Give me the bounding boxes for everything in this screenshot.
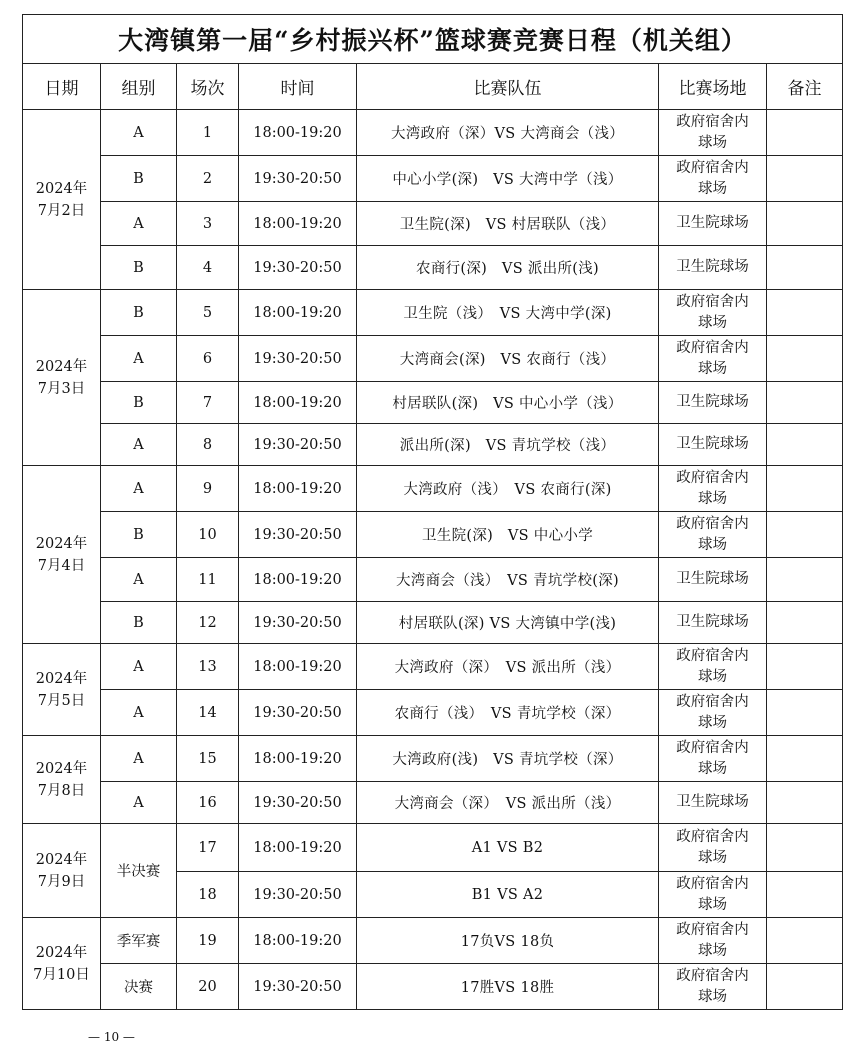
venue-cell: 政府宿舍内 球场 [659,736,767,782]
date-cell: 2024年 7月4日 [23,466,101,644]
group-cell: B [101,382,177,424]
match-no-cell: 6 [177,336,239,382]
venue-cell: 政府宿舍内 球场 [659,824,767,872]
group-cell: B [101,246,177,290]
teams-cell: 大湾政府（深） VS 派出所（浅） [357,644,659,690]
table-row [23,964,843,1010]
time-cell: 19:30-20:50 [239,336,357,382]
remarks-cell [767,736,843,782]
teams-cell: 卫生院(深) VS 中心小学 [357,512,659,558]
date-cell: 2024年 7月5日 [23,644,101,736]
schedule-table [22,14,843,1010]
table-row [23,644,843,690]
match-no-cell: 12 [177,602,239,644]
time-cell: 18:00-19:20 [239,824,357,872]
table-row [23,110,843,156]
remarks-cell [767,110,843,156]
venue-cell: 卫生院球场 [659,602,767,644]
date-cell: 2024年 7月10日 [23,918,101,1010]
table-row [23,736,843,782]
match-no-cell: 19 [177,918,239,964]
teams-cell: 17胜VS 18胜 [357,964,659,1010]
venue-cell: 政府宿舍内 球场 [659,690,767,736]
time-cell: 19:30-20:50 [239,424,357,466]
time-cell: 18:00-19:20 [239,466,357,512]
match-no-cell: 20 [177,964,239,1010]
teams-cell: 农商行（浅） VS 青坑学校（深） [357,690,659,736]
venue-cell: 卫生院球场 [659,382,767,424]
match-no-cell: 9 [177,466,239,512]
match-no-cell: 2 [177,156,239,202]
remarks-cell [767,782,843,824]
venue-cell: 政府宿舍内 球场 [659,110,767,156]
teams-cell: 大湾政府（浅） VS 农商行(深) [357,466,659,512]
match-no-cell: 17 [177,824,239,872]
table-row [23,424,843,466]
match-no-cell: 16 [177,782,239,824]
group-cell: A [101,736,177,782]
teams-cell: 卫生院(深) VS 村居联队（浅） [357,202,659,246]
remarks-cell [767,424,843,466]
venue-cell: 卫生院球场 [659,202,767,246]
match-no-cell: 10 [177,512,239,558]
remarks-cell [767,336,843,382]
remarks-cell [767,246,843,290]
group-cell: A [101,644,177,690]
time-cell: 18:00-19:20 [239,290,357,336]
venue-cell: 政府宿舍内 球场 [659,336,767,382]
table-row [23,558,843,602]
venue-cell: 政府宿舍内 球场 [659,872,767,918]
group-cell: 半决赛 [101,824,177,918]
remarks-cell [767,824,843,872]
table-row [23,782,843,824]
venue-cell: 政府宿舍内 球场 [659,156,767,202]
time-cell: 19:30-20:50 [239,156,357,202]
teams-cell: 派出所(深) VS 青坑学校（浅） [357,424,659,466]
venue-cell: 卫生院球场 [659,424,767,466]
table-row [23,336,843,382]
teams-cell: 大湾商会（浅） VS 青坑学校(深) [357,558,659,602]
group-cell: B [101,290,177,336]
group-cell: B [101,602,177,644]
time-cell: 18:00-19:20 [239,558,357,602]
time-cell: 19:30-20:50 [239,872,357,918]
time-cell: 18:00-19:20 [239,644,357,690]
table-row [23,466,843,512]
match-no-cell: 7 [177,382,239,424]
page-number: — 10 — [88,1030,135,1044]
remarks-cell [767,156,843,202]
match-no-cell: 5 [177,290,239,336]
teams-cell: 大湾商会(深) VS 农商行（浅） [357,336,659,382]
table-row [23,290,843,336]
remarks-cell [767,290,843,336]
table-row [23,382,843,424]
time-cell: 19:30-20:50 [239,246,357,290]
page-title: 大湾镇第一届“乡村振兴杯”篮球赛竞赛日程（机关组） [23,15,843,64]
match-no-cell: 1 [177,110,239,156]
time-cell: 19:30-20:50 [239,602,357,644]
group-cell: A [101,690,177,736]
remarks-cell [767,644,843,690]
header-date: 日期 [23,64,101,110]
date-cell: 2024年 7月3日 [23,290,101,466]
table-row [23,512,843,558]
group-cell: 季军赛 [101,918,177,964]
match-no-cell: 4 [177,246,239,290]
table-row [23,246,843,290]
remarks-cell [767,872,843,918]
time-cell: 19:30-20:50 [239,782,357,824]
teams-cell: 大湾商会（深） VS 派出所（浅） [357,782,659,824]
time-cell: 18:00-19:20 [239,382,357,424]
teams-cell: A1 VS B2 [357,824,659,872]
header-remarks: 备注 [767,64,843,110]
table-row [23,156,843,202]
time-cell: 18:00-19:20 [239,918,357,964]
match-no-cell: 13 [177,644,239,690]
date-cell: 2024年 7月2日 [23,110,101,290]
venue-cell: 政府宿舍内 球场 [659,644,767,690]
header-match-no: 场次 [177,64,239,110]
remarks-cell [767,202,843,246]
remarks-cell [767,512,843,558]
match-no-cell: 11 [177,558,239,602]
venue-cell: 卫生院球场 [659,782,767,824]
group-cell: A [101,424,177,466]
time-cell: 18:00-19:20 [239,202,357,246]
remarks-cell [767,602,843,644]
teams-cell: 17负VS 18负 [357,918,659,964]
time-cell: 18:00-19:20 [239,736,357,782]
remarks-cell [767,558,843,602]
match-no-cell: 15 [177,736,239,782]
remarks-cell [767,690,843,736]
teams-cell: 卫生院（浅） VS 大湾中学(深) [357,290,659,336]
table-row [23,602,843,644]
group-cell: A [101,110,177,156]
group-cell: A [101,558,177,602]
group-cell: A [101,336,177,382]
group-cell: A [101,466,177,512]
venue-cell: 政府宿舍内 球场 [659,466,767,512]
teams-cell: 中心小学(深) VS 大湾中学（浅） [357,156,659,202]
table-row [23,918,843,964]
venue-cell: 政府宿舍内 球场 [659,918,767,964]
match-no-cell: 14 [177,690,239,736]
time-cell: 18:00-19:20 [239,110,357,156]
teams-cell: B1 VS A2 [357,872,659,918]
time-cell: 19:30-20:50 [239,512,357,558]
match-no-cell: 3 [177,202,239,246]
match-no-cell: 18 [177,872,239,918]
group-cell: A [101,202,177,246]
remarks-cell [767,466,843,512]
venue-cell: 政府宿舍内 球场 [659,290,767,336]
teams-cell: 大湾政府（深）VS 大湾商会（浅） [357,110,659,156]
teams-cell: 村居联队(深) VS 大湾镇中学(浅) [357,602,659,644]
venue-cell: 卫生院球场 [659,246,767,290]
group-cell: B [101,156,177,202]
remarks-cell [767,382,843,424]
remarks-cell [767,964,843,1010]
teams-cell: 大湾政府(浅) VS 青坑学校（深） [357,736,659,782]
venue-cell: 政府宿舍内 球场 [659,512,767,558]
remarks-cell [767,918,843,964]
venue-cell: 政府宿舍内 球场 [659,964,767,1010]
venue-cell: 卫生院球场 [659,558,767,602]
table-row [23,690,843,736]
header-time: 时间 [239,64,357,110]
time-cell: 19:30-20:50 [239,690,357,736]
date-cell: 2024年 7月9日 [23,824,101,918]
time-cell: 19:30-20:50 [239,964,357,1010]
match-no-cell: 8 [177,424,239,466]
table-row [23,824,843,872]
header-teams: 比赛队伍 [357,64,659,110]
table-row [23,202,843,246]
group-cell: 决赛 [101,964,177,1010]
group-cell: A [101,782,177,824]
teams-cell: 村居联队(深) VS 中心小学（浅） [357,382,659,424]
header-venue: 比赛场地 [659,64,767,110]
date-cell: 2024年 7月8日 [23,736,101,824]
teams-cell: 农商行(深) VS 派出所(浅) [357,246,659,290]
header-row [23,64,843,110]
group-cell: B [101,512,177,558]
header-group: 组别 [101,64,177,110]
